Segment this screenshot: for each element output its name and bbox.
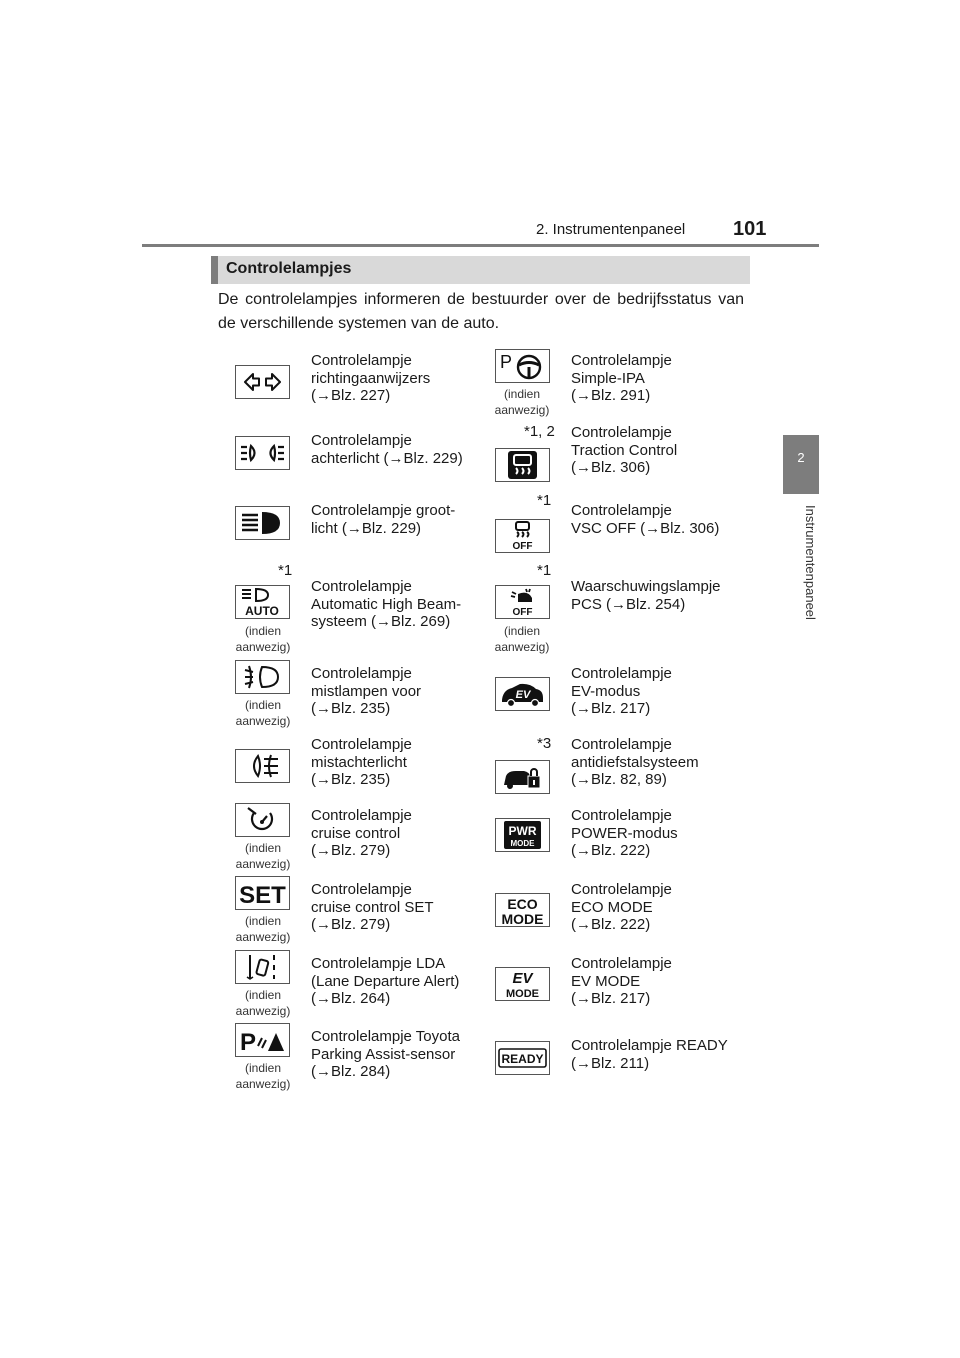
power-mode-icon	[495, 818, 550, 852]
desc-line: (→Blz. 279)	[311, 916, 391, 933]
lda-desc	[311, 955, 491, 1008]
pcs-off-text: OFF	[512, 607, 533, 618]
tail-light-desc	[311, 432, 486, 467]
cruise-control-icon	[235, 803, 290, 837]
rear-fog-icon	[235, 749, 290, 783]
cruise-set-text: SET	[239, 882, 286, 909]
front-fog-desc	[311, 665, 486, 718]
desc-line: VSC OFF (→Blz. 306)	[571, 519, 720, 537]
desc-line: (→Blz. 235)	[311, 700, 391, 717]
note-line: (indien	[244, 1061, 282, 1075]
vsc-off-icon	[495, 519, 550, 553]
desc-line: (→Blz. 82, 89)	[571, 771, 667, 788]
desc-line: (→Blz. 306)	[571, 459, 651, 476]
desc-line: Controlelampje	[571, 665, 672, 682]
eco-mode-desc	[571, 881, 746, 934]
ev-mode-icon	[495, 967, 550, 1001]
simple-ipa-desc	[571, 352, 746, 405]
note-line: aanwezig)	[235, 640, 291, 654]
desc-line: achterlicht (→Blz. 229)	[311, 449, 463, 467]
availability-note	[218, 987, 308, 1019]
eco-mode-icon	[495, 893, 550, 927]
traction-control-icon	[495, 448, 550, 482]
note-line: (indien	[503, 624, 541, 638]
desc-line: cruise control SET	[311, 898, 434, 916]
pcs-desc	[571, 578, 746, 613]
chapter-tab	[783, 435, 819, 494]
desc-line: Controlelampje LDA	[311, 955, 446, 972]
ev-text: EV	[512, 970, 533, 987]
high-beam-icon	[235, 506, 290, 540]
page-number: 101	[733, 218, 767, 240]
pwr-mode-text: MODE	[510, 839, 535, 848]
footnote-marker: *1	[537, 562, 552, 579]
pwr-text: PWR	[508, 824, 537, 838]
desc-line: ECO MODE	[571, 898, 653, 916]
desc-line: antidiefstalsysteem	[571, 753, 699, 771]
desc-line: (Lane Departure Alert)	[311, 972, 460, 990]
desc-line: Traction Control	[571, 441, 678, 459]
vsc-off-text: OFF	[512, 541, 533, 552]
cruise-set-icon	[235, 876, 290, 910]
ev-modus-desc	[571, 665, 746, 718]
desc-line: (→Blz. 279)	[311, 842, 391, 859]
section-title: Controlelampjes	[226, 260, 352, 277]
desc-line: Controlelampje	[571, 955, 672, 972]
desc-line: Controlelampje	[311, 352, 412, 369]
desc-line: Controlelampje	[571, 736, 672, 753]
chapter-tab-label: Instrumentenpaneel	[803, 505, 818, 620]
header-rule	[142, 244, 819, 247]
desc-line: Controlelampje	[571, 424, 672, 441]
footnote-marker: *3	[537, 735, 552, 752]
lda-icon	[235, 950, 290, 984]
note-line: aanwezig)	[235, 1077, 291, 1091]
note-line: (indien	[244, 988, 282, 1002]
desc-line: mistachterlicht	[311, 753, 407, 771]
desc-line: Controlelampje	[571, 502, 672, 519]
desc-line: POWER-modus	[571, 824, 678, 842]
ready-icon	[495, 1041, 550, 1075]
power-mode-desc	[571, 807, 746, 860]
intro-paragraph: De controlelampjes informeren de bestuurder over de bedrijfsstatus van de verschillende systemen van de auto.	[218, 291, 744, 332]
desc-line: richtingaanwijzers	[311, 369, 431, 387]
turn-signal-desc	[311, 352, 486, 405]
section-heading	[211, 256, 750, 284]
section-accent	[211, 256, 218, 284]
security-desc	[571, 736, 746, 789]
desc-line: (→Blz. 284)	[311, 1063, 391, 1080]
desc-line: cruise control	[311, 824, 401, 842]
cruise-set-desc	[311, 881, 486, 934]
note-line: aanwezig)	[235, 714, 291, 728]
desc-line: Automatic High Beam-	[311, 595, 462, 613]
tail-light-icon	[235, 436, 290, 470]
desc-line: Controlelampje	[311, 578, 412, 595]
parking-letter: P	[240, 1029, 257, 1056]
auto-high-beam-icon	[235, 585, 290, 619]
note-line: (indien	[244, 914, 282, 928]
chapter-title: 2. Instrumentenpaneel	[536, 221, 686, 238]
desc-line: Controlelampje	[311, 807, 412, 824]
desc-line: (→Blz. 222)	[571, 916, 651, 933]
desc-line: (→Blz. 217)	[571, 700, 651, 717]
note-line: (indien	[503, 387, 541, 401]
note-line: aanwezig)	[494, 403, 550, 417]
desc-line: (→Blz. 222)	[571, 842, 651, 859]
availability-note	[218, 697, 308, 729]
chapter-tab-number: 2	[797, 450, 805, 465]
note-line: aanwezig)	[235, 930, 291, 944]
ready-desc	[571, 1037, 746, 1072]
desc-line: Waarschuwingslampje	[571, 578, 721, 595]
note-line: aanwezig)	[494, 640, 550, 654]
footnote-marker: *1, 2	[524, 423, 555, 440]
ev-car-text: EV	[515, 689, 531, 701]
desc-line: Controlelampje	[571, 881, 672, 898]
note-line: aanwezig)	[235, 1004, 291, 1018]
availability-note	[218, 913, 308, 945]
ev-mode-text: MODE	[506, 988, 539, 1000]
desc-line: EV-modus	[571, 682, 641, 700]
parking-assist-icon	[235, 1023, 290, 1057]
traction-control-desc	[571, 424, 746, 477]
desc-line: Controlelampje READY	[571, 1037, 728, 1054]
note-line: (indien	[244, 841, 282, 855]
desc-line: PCS (→Blz. 254)	[571, 595, 686, 613]
desc-line: Controlelampje Toyota	[311, 1028, 460, 1045]
vsc-off-desc	[571, 502, 746, 537]
turn-signal-icon	[235, 365, 290, 399]
note-line: (indien	[244, 624, 282, 638]
desc-line: mistlampen voor	[311, 682, 422, 700]
cruise-control-desc	[311, 807, 486, 860]
desc-line: (→Blz. 217)	[571, 990, 651, 1007]
desc-line: Controlelampje	[311, 665, 412, 682]
footnote-marker: *1	[278, 562, 293, 579]
ev-mode-car-icon	[495, 677, 550, 711]
parking-assist-desc	[311, 1028, 491, 1081]
pcs-icon	[495, 585, 550, 619]
rear-fog-desc	[311, 736, 486, 789]
desc-line: (→Blz. 264)	[311, 990, 391, 1007]
high-beam-desc	[311, 502, 486, 537]
desc-line: Controlelampje	[311, 432, 412, 449]
ev-mode-desc	[571, 955, 746, 1008]
availability-note	[477, 386, 567, 418]
auto-label: AUTO	[245, 604, 279, 618]
ready-text: READY	[501, 1052, 544, 1066]
desc-line: Controlelampje	[311, 736, 412, 753]
desc-line: Controlelampje groot-	[311, 502, 456, 519]
availability-note	[218, 623, 308, 655]
eco-text: ECO	[507, 896, 538, 912]
front-fog-icon	[235, 660, 290, 694]
desc-line: Controlelampje	[311, 881, 412, 898]
note-line: (indien	[244, 698, 282, 712]
auto-high-beam-desc	[311, 578, 491, 631]
availability-note	[218, 840, 308, 872]
desc-line: (→Blz. 211)	[571, 1054, 650, 1072]
desc-line: Controlelampje	[571, 352, 672, 369]
simple-ipa-icon	[495, 349, 550, 383]
ipa-letter: P	[500, 352, 513, 372]
note-line: aanwezig)	[235, 857, 291, 871]
desc-line: EV MODE	[571, 972, 641, 990]
desc-line: Simple-IPA	[571, 369, 645, 387]
desc-line: (→Blz. 227)	[311, 387, 391, 404]
availability-note	[477, 623, 567, 655]
desc-line: Controlelampje	[571, 807, 672, 824]
availability-note	[218, 1060, 308, 1092]
desc-line: licht (→Blz. 229)	[311, 519, 422, 537]
desc-line: Parking Assist-sensor	[311, 1045, 456, 1063]
security-icon	[495, 760, 550, 794]
desc-line: (→Blz. 235)	[311, 771, 391, 788]
footnote-marker: *1	[537, 492, 552, 509]
eco-mode-text: MODE	[501, 911, 544, 926]
desc-line: (→Blz. 291)	[571, 387, 651, 404]
desc-line: systeem (→Blz. 269)	[311, 613, 451, 630]
